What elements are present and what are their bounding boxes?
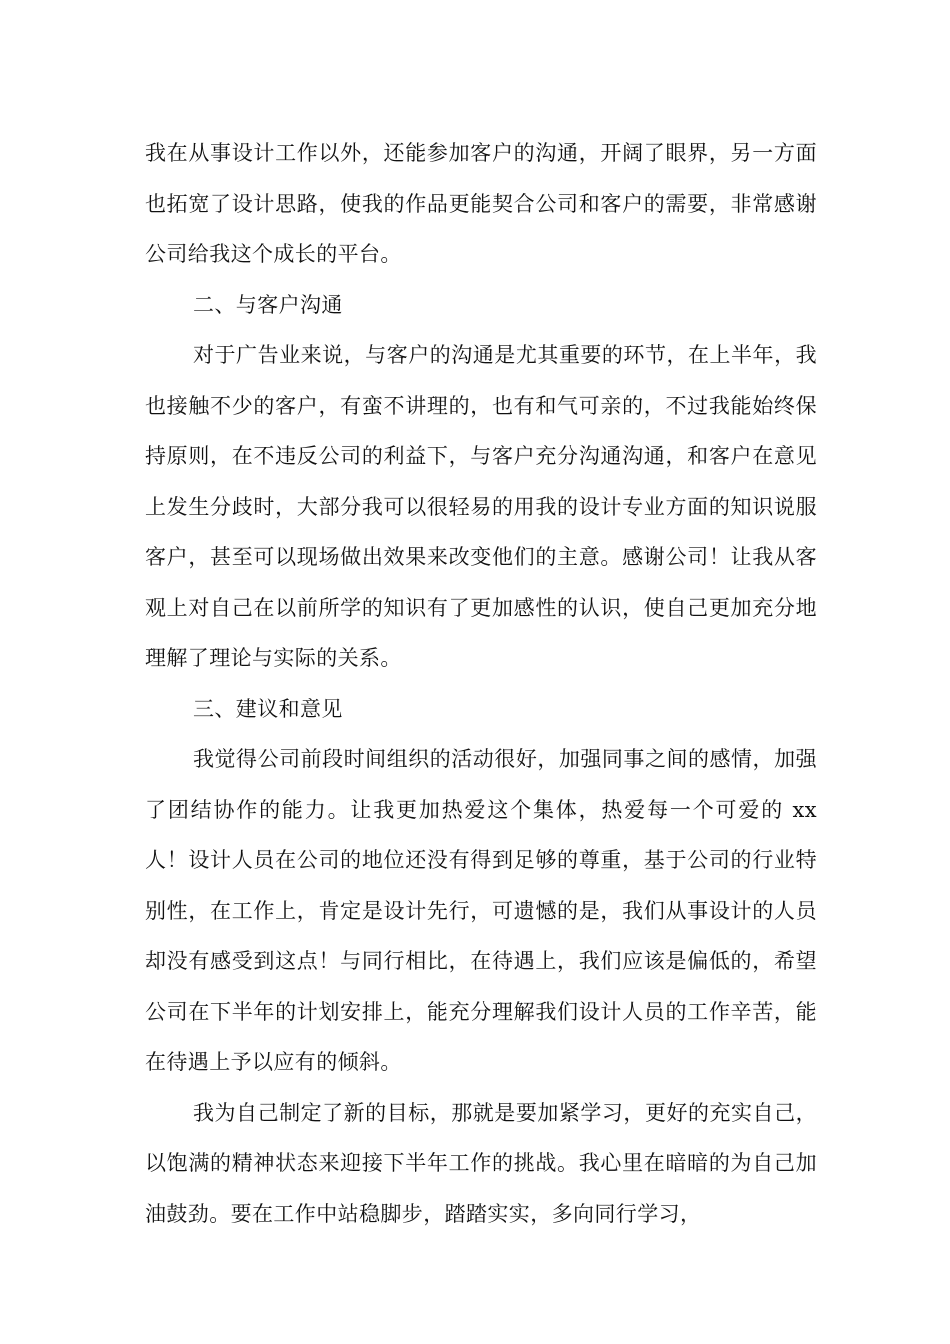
section-heading-client-communication: 二、与客户沟通 xyxy=(193,292,343,317)
paragraph-new-goals: 我为自己制定了新的目标，那就是要加紧学习，更好的充实自己，以饱满的精神状态来迎接下半年工作的挑战。我心里在暗暗的为自己加油鼓劲。要在工作中站稳脚步，踏踏实实，多向同行学习， xyxy=(145,1100,817,1226)
paragraph-suggestions: 我觉得公司前段时间组织的活动很好，加强同事之间的感情，加强了团结协作的能力。让我更加热爱这个集体，热爱每一个可爱的 xx 人！设计人员在公司的地位还没有得到足够的尊重，基于公司的行业特别性，在工作上，肯定是设计先行，可遗憾的是，我们从事设计的人员却没有感受到这点！与同行相比，在待遇上，我们应该是偏低的，希望公司在下半年的计划安排上，能充分理解我们设计人员的工作辛苦，能在待遇上予以应有的倾斜。 xyxy=(145,747,817,1074)
paragraph-client-communication: 对于广告业来说，与客户的沟通是尤其重要的环节，在上半年，我也接触不少的客户，有蛮不讲理的，也有和气可亲的，不过我能始终保持原则，在不违反公司的利益下，与客户充分沟通沟通，和客户在意见上发生分歧时，大部分我可以很轻易的用我的设计专业方面的知识说服客户，甚至可以现场做出效果来改变他们的主意。感谢公司！让我从客观上对自己在以前所学的知识有了更加感性的认识，使自己更加充分地理解了理论与实际的关系。 xyxy=(145,343,817,670)
paragraph-design-work-continuation: 我在从事设计工作以外，还能参加客户的沟通，开阔了眼界，另一方面也拓宽了设计思路，使我的作品更能契合公司和客户的需要，非常感谢公司给我这个成长的平台。 xyxy=(145,141,817,266)
document-body xyxy=(145,128,817,1239)
section-heading-suggestions: 三、建议和意见 xyxy=(193,696,343,721)
